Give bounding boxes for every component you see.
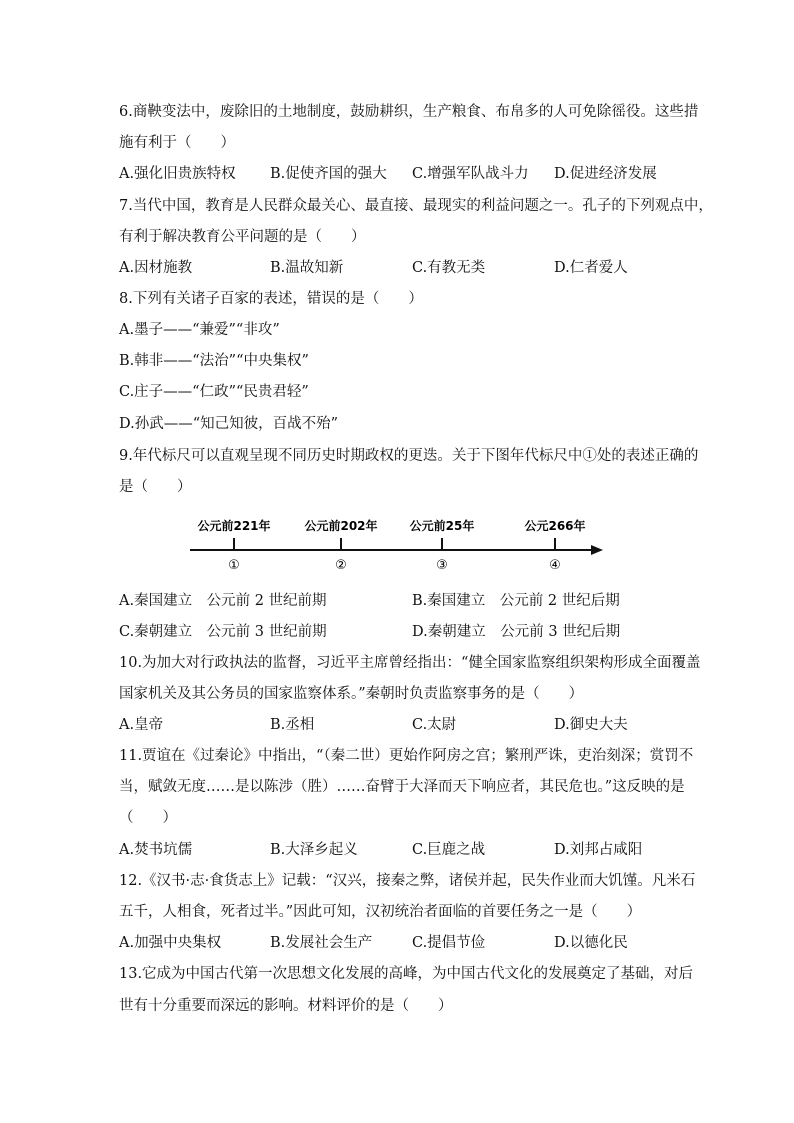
- timeline-year-3: 公元前25年: [409, 519, 475, 533]
- q11-option-a: A.焚书坑儒: [119, 842, 193, 858]
- q9-option-c: C.秦朝建立 公元前 3 世纪前期: [119, 624, 327, 640]
- timeline-marker-2: ②: [335, 558, 347, 573]
- timeline-marker-3: ③: [436, 558, 448, 573]
- q11-stem-line1: 11.贾谊在《过秦论》中指出，“（秦二世）更始作阿房之宫；繁刑严诛，吏治刻深；赏罚不: [119, 748, 694, 764]
- timeline-marker-4: ④: [549, 558, 561, 573]
- q13-stem-line2: 世有十分重要而深远的影响。材料评价的是（ ）: [119, 998, 453, 1014]
- q7-stem-line2: 有利于解决教育公平问题的是（ ）: [119, 229, 366, 245]
- timeline-year-2: 公元前202年: [304, 519, 378, 533]
- q7-option-b: B.温故知新: [270, 260, 344, 276]
- q10-option-a: A.皇帝: [119, 717, 164, 733]
- q11-stem-line3: （ ）: [119, 810, 177, 826]
- q6-option-c: C.增强军队战斗力: [412, 166, 529, 182]
- q12-option-b: B.发展社会生产: [270, 935, 373, 951]
- timeline-graphic: [185, 512, 615, 574]
- q12-option-d: D.以德化民: [554, 935, 628, 951]
- q11-option-c: C.巨鹿之战: [412, 842, 486, 858]
- q11-option-b: B.大泽乡起义: [270, 842, 358, 858]
- q7-stem-line1: 7.当代中国，教育是人民群众最关心、最直接、最现实的利益问题之一。孔子的下列观点中，: [119, 198, 713, 214]
- timeline-year-4: 公元266年: [524, 519, 586, 533]
- q12-option-c: C.提倡节俭: [412, 935, 486, 951]
- q13-stem-line1: 13.它成为中国古代第一次思想文化发展的高峰，为中国古代文化的发展奠定了基础，对后: [119, 966, 694, 982]
- q10-stem-line2: 国家机关及其公务员的国家监察体系。”秦朝时负责监察事务的是（ ）: [119, 686, 584, 702]
- timeline-marker-1: ①: [228, 558, 240, 573]
- q7-option-a: A.因材施教: [119, 260, 193, 276]
- q9-option-d: D.秦朝建立 公元前 3 世纪后期: [412, 624, 621, 640]
- q11-stem-line2: 当，赋敛无度……是以陈涉（胜）……奋臂于大泽而天下响应者，其民危也。”这反映的是: [119, 779, 685, 795]
- q12-option-a: A.加强中央集权: [119, 935, 222, 951]
- q10-option-c: C.太尉: [412, 717, 457, 733]
- timeline-arrow: [591, 545, 603, 555]
- year-timeline: [185, 512, 615, 574]
- q7-option-d: D.仁者爱人: [554, 260, 628, 276]
- q9-stem-line2: 是（ ）: [119, 479, 192, 495]
- q6-stem-line2: 施有利于（ ）: [119, 135, 235, 151]
- q6-option-b: B.促使齐国的强大: [270, 166, 387, 182]
- q8-stem-line1: 8.下列有关诸子百家的表述，错误的是（ ）: [119, 291, 423, 307]
- q6-stem-line1: 6.商鞅变法中，废除旧的土地制度，鼓励耕织，生产粮食、布帛多的人可免除徭役。这些措: [119, 104, 699, 120]
- timeline-year-1: 公元前221年: [197, 519, 271, 533]
- q9-option-a: A.秦国建立 公元前 2 世纪前期: [119, 593, 327, 609]
- q6-option-d: D.促进经济发展: [554, 166, 657, 182]
- q7-option-c: C.有教无类: [412, 260, 486, 276]
- q10-stem-line1: 10.为加大对行政执法的监督，习近平主席曾经指出：“健全国家监察组织架构形成全面覆盖: [119, 655, 701, 671]
- q8-option-a: A.墨子——“兼爱”“非攻”: [119, 322, 280, 338]
- q12-stem-line1: 12.《汉书·志·食货志上》记载：“汉兴，接秦之弊，诸侯并起，民失作业而大饥馑。凡米石: [119, 873, 696, 889]
- q8-option-d: D.孙武——“知己知彼，百战不殆”: [119, 416, 339, 432]
- q8-option-c: C.庄子——“仁政”“民贵君轻”: [119, 384, 309, 400]
- q12-stem-line2: 五千，人相食，死者过半。”因此可知，汉初统治者面临的首要任务之一是（ ）: [119, 904, 642, 920]
- q10-option-b: B.丞相: [270, 717, 315, 733]
- q10-option-d: D.御史大夫: [554, 717, 628, 733]
- q6-option-a: A.强化旧贵族特权: [119, 166, 236, 182]
- q11-option-d: D.刘邦占咸阳: [554, 842, 643, 858]
- q9-stem-line1: 9.年代标尺可以直观呈现不同历史时期政权的更迭。关于下图年代标尺中①处的表述正确的: [119, 448, 699, 464]
- q8-option-b: B.韩非——“法治”“中央集权”: [119, 353, 309, 369]
- q9-option-b: B.秦国建立 公元前 2 世纪后期: [412, 593, 620, 609]
